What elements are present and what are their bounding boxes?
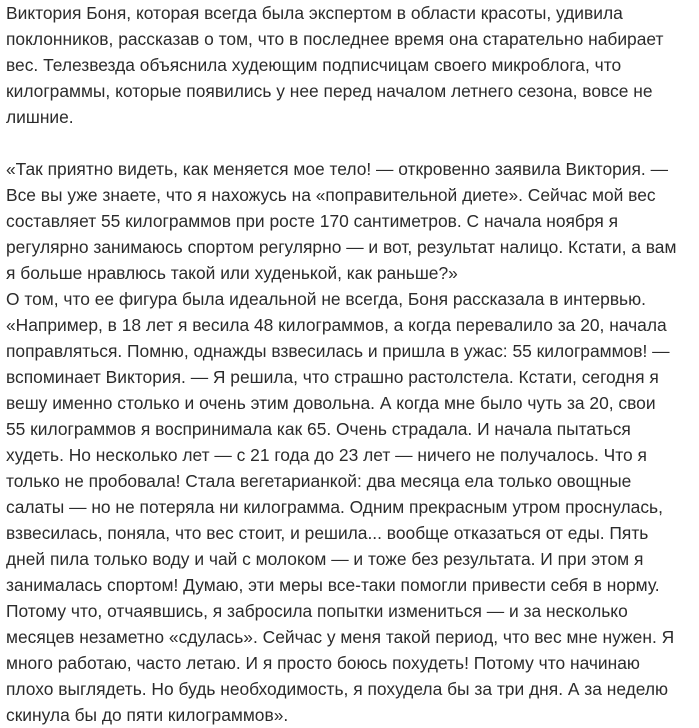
article-paragraph-intro: Виктория Боня, которая всегда была экспертом в области красоты, удивила поклонников, рассказав о том, что в последнее время она старательно набирает вес. Телезвезда объяснила худеющим подписчицам своего микроблога, что килограммы, которые появились у нее перед началом летнего сезона, вовсе не лишние. bbox=[6, 3, 664, 127]
article-paragraph-interview: О том, что ее фигура была идеальной не всегда, Боня рассказала в интервью. bbox=[6, 289, 646, 309]
article-paragraph-quote: «Так приятно видеть, как меняется мое тело! — откровенно заявила Виктория. — Все вы уже знаете, что я нахожусь на «поправительной диете». Сейчас мой вес составляет 55 килограммов при росте 170 сантиметров. С начала ноября я регулярно занимаюсь спортом регулярно — и вот, результат налицо. Кстати, а вам я больше нравлюсь такой или худенькой, как раньше?» bbox=[6, 159, 677, 283]
article-paragraph-story: «Например, в 18 лет я весила 48 килограммов, а когда перевалило за 20, начала поправляться. Помню, однажды взвесилась и пришла в ужас: 55 килограммов! — вспоминает Виктория. — Я решила, что страшно растолстела. Кстати, сегодня я вешу именно столько и очень этим довольна. А когда мне было чуть за 20, свои 55 килограммов я воспринимала как 65. Очень страдала. И начала пытаться худеть. Но несколько лет — с 21 года до 23 лет — ничего не получалось. Что я только не пробовала! Стала вегетарианкой: два месяца ела только овощные салаты — но не потеряла ни килограмма. Одним прекрасным утром проснулась, взвесилась, поняла, что вес стоит, и решила... вообще отказаться от еды. Пять дней пила только воду и чай с молоком — и тоже без результата. И при этом я занималась спортом! Думаю, эти меры все-таки помогли привести себя в норму. Потому что, отчаявшись, я забросила попытки измениться — и за несколько месяцев незаметно «сдулась». Сейчас у меня такой период, что вес мне нужен. Я много работаю, часто летаю. И я просто боюсь похудеть! Потому что начинаю плохо выглядеть. Но будь необходимость, я похудела бы за три дня. А за неделю скинула бы до пяти килограммов». bbox=[6, 315, 675, 725]
